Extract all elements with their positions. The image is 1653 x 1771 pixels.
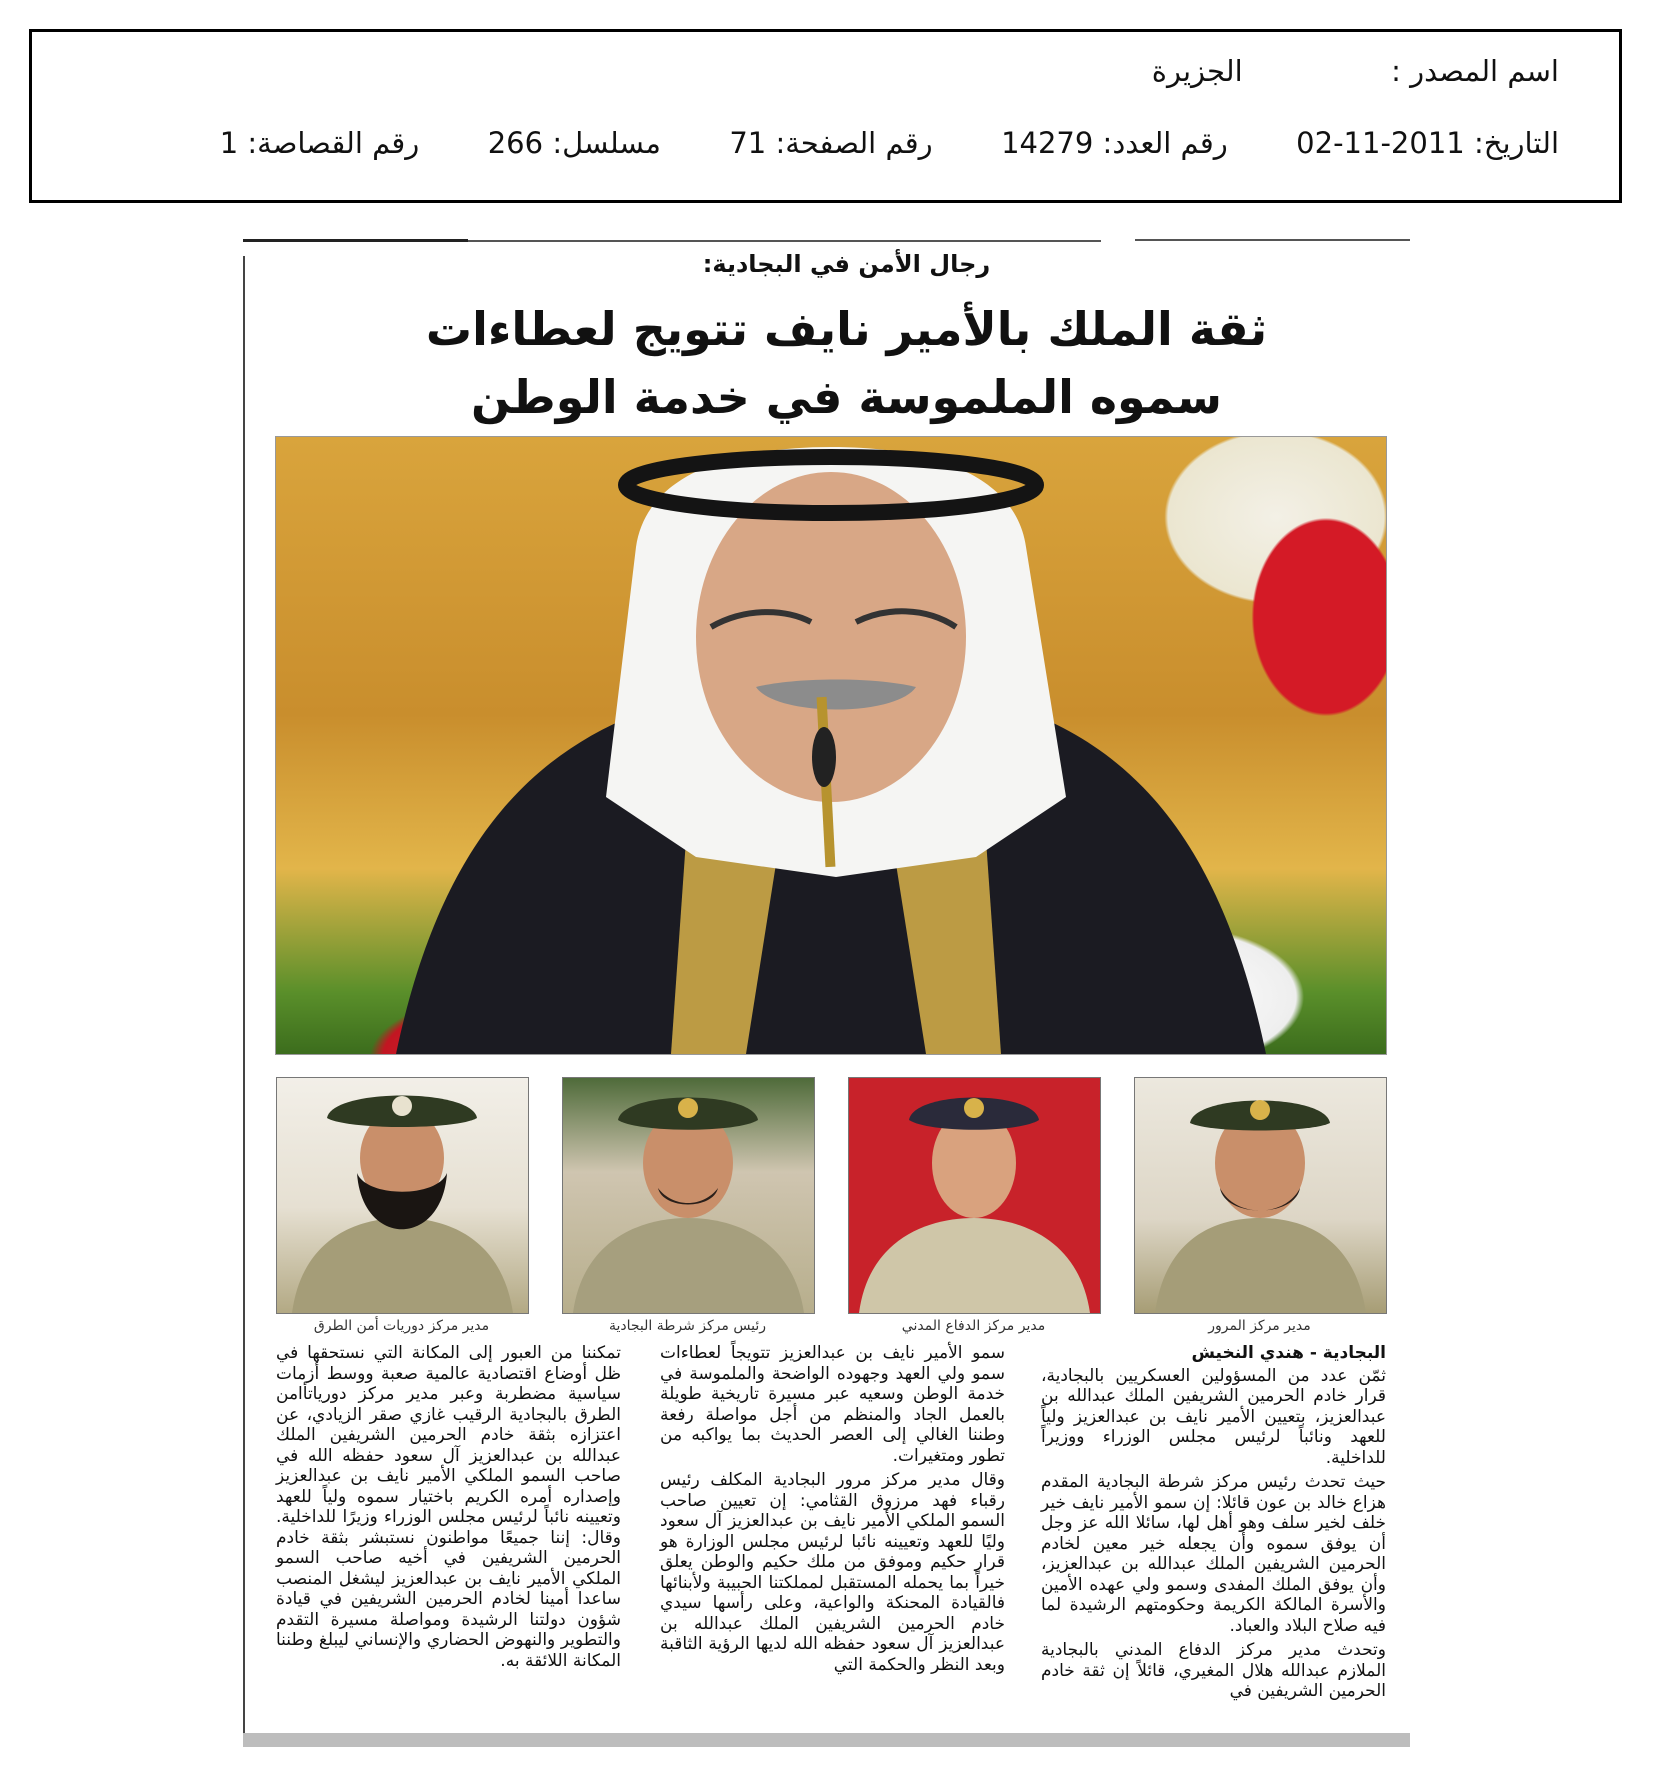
meta-row bbox=[220, 126, 1559, 160]
source-info-box bbox=[29, 29, 1622, 203]
article-column-2 bbox=[660, 1343, 1005, 1679]
caption-highway-patrol-director: مدير مركز دوريات أمن الطرق bbox=[313, 1318, 490, 1334]
column-1-paragraph: حيث تحدث رئيس مركز شرطة البجادية المقدم هزاع خالد بن عون قائلا: إن سمو الأمير نايف خير خلف لخير سلف وهو أهل لها، سائلا الله عز وجل أن يوفق سموه وأن يجعله خير معين لخادم الحرمين الشريفين الملك عبدالله بن عبدالعزيز، وأن يوفق الملك المفدى وسمو ولي عهده الأمين والأسرة المالكة الكريمة وحكومتهم الرشيدة لما فيه صلاح البلاد والعباد. bbox=[1041, 1472, 1386, 1636]
photo-police-chief bbox=[562, 1077, 815, 1314]
date-value: 2011-11-02 bbox=[1296, 126, 1465, 160]
issue-label: رقم العدد: bbox=[1102, 126, 1228, 160]
article-column-3 bbox=[276, 1343, 621, 1675]
issue-value: 14279 bbox=[1001, 126, 1094, 160]
source-row bbox=[1152, 54, 1559, 88]
serial-value: 266 bbox=[487, 126, 544, 160]
portrait-illustration bbox=[276, 437, 1386, 1054]
officer-4-illustration bbox=[277, 1078, 528, 1313]
column-2-paragraph: سمو الأمير نايف بن عبدالعزيز تتويجاً لعطاءات سمو ولي العهد وجهوده الواضحة والملموسة في خدمة الوطن وسعيه عبر مسيرة تاريخية طويلة بالعمل الجاد والمنظم من أجل مواصلة رفعة وطننا الغالي إلى العصر الحديث بما يواكبه من تطور ومتغيرات. bbox=[660, 1343, 1005, 1466]
article-headline bbox=[0, 295, 1653, 431]
article-column-1 bbox=[1041, 1343, 1386, 1706]
officer-3-illustration bbox=[563, 1078, 814, 1313]
article-kicker: رجال الأمن في البجادية: bbox=[702, 250, 991, 278]
column-3-paragraph: تمكننا من العبور إلى المكانة التي نستحقها في ظل أوضاع اقتصادية عالمية صعبة ووسط أزمات سياسية مضطربة وعبر مدير مركز دورياتأامن الطرق بالبجادية الرقيب غازي صقر الزيادي، عن اعتزازه بثقة خادم الحرمين الشريفين الملك عبدالله بن عبدالعزيز آل سعود حفظه الله في صاحب السمو الملكي الأمير نايف بن عبدالعزيز وإصداره أمره الكريم باختيار سموه ولياً للعهد وتعيينه نائباً لرئيس مجلس الوزراء وزيرًا للداخلية. وقال: إننا جميعًا مواطنون نستبشر بثقة خادم الحرمين الشريفين في أخيه صاحب السمو الملكي الأمير نايف بن عبدالعزيز ليشغل المنصب ساعدا أمينا لخادم الحرمين الشريفين في قيادة شؤون دولتنا الرشيدة ومواصلة مسيرة التقدم والتطوير والنهوض الحضاري والإنساني ليبلغ وطننا المكانة اللائقة به. bbox=[276, 1343, 621, 1671]
clip-value: 1 bbox=[219, 126, 239, 160]
headline-line-2: سموه الملموسة في خدمة الوطن bbox=[471, 370, 1222, 424]
photo-civil-defense-director bbox=[848, 1077, 1101, 1314]
photo-traffic-director bbox=[1134, 1077, 1387, 1314]
clip-label: رقم القصاصة: bbox=[247, 126, 420, 160]
page-value: 71 bbox=[729, 126, 767, 160]
page-label: رقم الصفحة: bbox=[775, 126, 933, 160]
headline-line-1: ثقة الملك بالأمير نايف تتويج لعطاءات bbox=[425, 302, 1268, 356]
source-label: اسم المصدر : bbox=[1391, 54, 1559, 88]
photo-highway-patrol-director bbox=[276, 1077, 529, 1314]
serial-label: مسلسل: bbox=[552, 126, 661, 160]
page-bottom-bar bbox=[243, 1733, 1410, 1747]
column-1-paragraph: ثمّن عدد من المسؤولين العسكريين بالبجادية، قرار خادم الحرمين الشريفين الملك عبدالله بن عبدالعزيز، بتعيين الأمير نايف بن عبدالعزيز ولياً للعهد ونائباً لرئيس مجلس الوزراء ووزيراً للداخلية. bbox=[1041, 1365, 1386, 1468]
date-label: التاريخ: bbox=[1473, 126, 1559, 160]
column-2-paragraph: وقال مدير مركز مرور البجادية المكلف رئيس رقباء فهد مرزوق القثامي: إن تعيين صاحب السمو الملكي الأمير نايف بن عبدالعزيز آل سعود وليًا للعهد وتعيينه نائبا لرئيس مجلس الوزارة هو قرار حكيم وموفق من ملك حكيم والوطن يعلق خيراً بما يحمله المستقبل لمملكتنا الحبيبة ولأبنائها فالقيادة المحنكة والواعية، وعلى رأسها سيدي خادم الحرمين الشريفين الملك عبدالله بن عبدالعزيز آل سعود حفظه الله لديها الرؤية الثاقبة وبعد النظر والحكمة التي bbox=[660, 1470, 1005, 1675]
caption-civil-defense-director: مدير مركز الدفاع المدني bbox=[901, 1318, 1046, 1334]
main-photo bbox=[275, 436, 1387, 1055]
caption-traffic-director: مدير مركز المرور bbox=[1208, 1318, 1311, 1334]
left-margin-rule bbox=[243, 256, 245, 1733]
officer-1-illustration bbox=[1135, 1078, 1386, 1313]
top-rule-right bbox=[1135, 239, 1410, 241]
byline: البجادية - هندي النخيش bbox=[1191, 1343, 1386, 1363]
officer-2-illustration bbox=[849, 1078, 1100, 1313]
top-rule-left bbox=[243, 239, 468, 242]
column-1-paragraph: وتحدث مدير مركز الدفاع المدني بالبجادية الملازم عبدالله هلال المغيري، قائلاً إن ثقة خادم الحرمين الشريفين في bbox=[1041, 1640, 1386, 1701]
caption-police-chief: رئيس مركز شرطة البجادية bbox=[608, 1318, 767, 1334]
source-value: الجزيرة bbox=[1151, 54, 1243, 88]
top-rule-middle bbox=[468, 240, 1101, 242]
